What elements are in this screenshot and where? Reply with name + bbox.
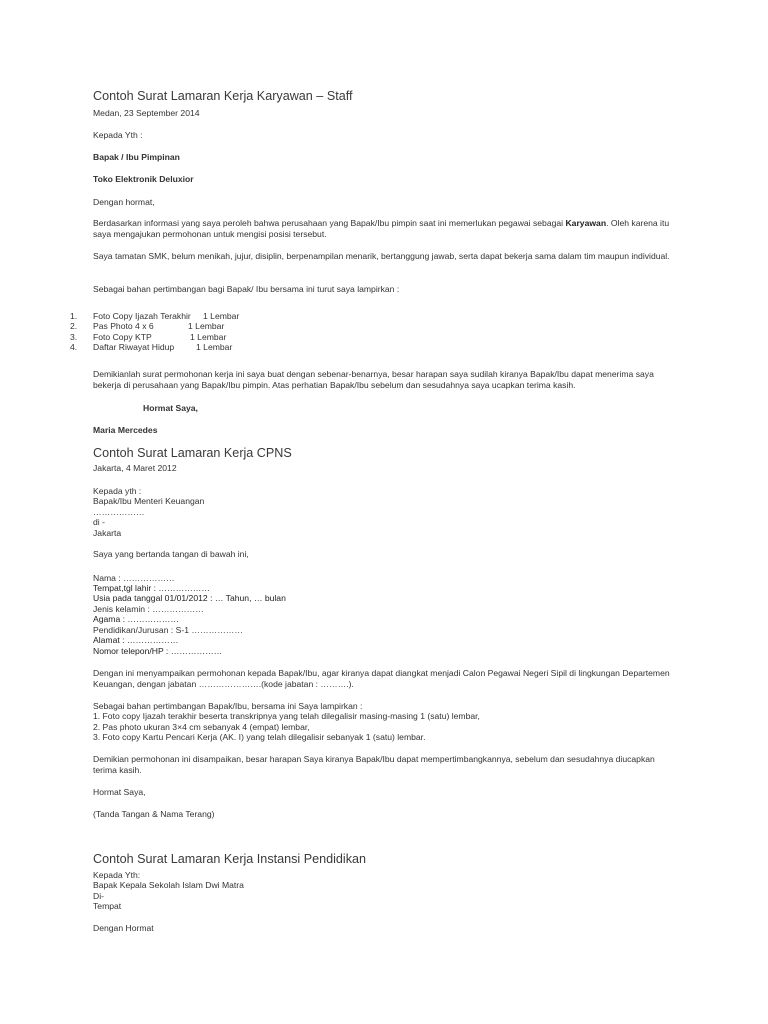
letter1-position-bold: Karyawan xyxy=(565,218,607,228)
letter3-place: Tempat xyxy=(93,901,122,911)
letter2-intro: Saya yang bertanda tangan di bawah ini, xyxy=(93,549,249,559)
attachment-item xyxy=(93,321,225,332)
letter2-dots: ……………… xyxy=(93,507,145,517)
attachment-number: 4. xyxy=(70,342,78,352)
letter1-paragraph-1 xyxy=(93,218,673,239)
letter1-greeting: Dengan hormat, xyxy=(93,197,155,207)
letter1-paragraph-3: Sebagai bahan pertimbangan bagi Bapak/ Ibu bersama ini turut saya lampirkan : xyxy=(93,284,400,294)
letter1-closing: Hormat Saya, xyxy=(143,403,198,413)
form-field: Nomor telepon/HP : ……………… xyxy=(93,646,223,656)
form-field: Tempat,tgl lahir : ……………… xyxy=(93,583,210,593)
letter1-title: Contoh Surat Lamaran Kerja Karyawan – Staff xyxy=(93,89,353,103)
letter2-date: Jakarta, 4 Maret 2012 xyxy=(93,463,177,473)
letter2-city: Jakarta xyxy=(93,528,122,538)
attachment-label: Daftar Riwayat Hidup xyxy=(93,342,175,352)
letter2-signature: (Tanda Tangan & Nama Terang) xyxy=(93,809,215,819)
letter1-paragraph-1-end: . Oleh karena itu saya mengajukan permohonan untuk mengisi posisi tersebut. xyxy=(93,218,670,239)
attachment-label: Foto Copy KTP xyxy=(93,332,152,342)
letter1-paragraph-4: Demikianlah surat permohonan kerja ini saya buat dengan sebenar-benarnya, besar harapan saya sudilah kiranya Bapak/Ibu dapat menerima saya bekerja di perusahaan yang Bapak/Ibu pimpin. Atas perhatian Bapak/Ibu sebelum dan sesudahnya saya ucapkan terima kasih. xyxy=(93,369,654,390)
attachment-number: 2. xyxy=(70,321,78,331)
letter1-paragraph-2: Saya tamatan SMK, belum menikah, jujur, disiplin, berpenampilan menarik, bertanggung jawab, serta dapat bekerja sama dalam tim maupun individual. xyxy=(93,251,670,261)
letter2-paragraph-3: Demikian permohonan ini disampaikan, besar harapan Saya kiranya Bapak/Ibu dapat mempertimbangkannya, sebelum dan sesudahnya diucapkan terima kasih. xyxy=(93,754,655,775)
letter2-attachment-item: 1. Foto copy Ijazah terakhir beserta transkripnya yang telah dilegalisir masing-masing 1 (satu) lembar, xyxy=(93,711,480,721)
letter2-closing: Hormat Saya, xyxy=(93,787,146,797)
letter2-recipient: Bapak/Ibu Menteri Keuangan xyxy=(93,496,205,506)
form-field: Usia pada tanggal 01/01/2012 : … Tahun, … bulan xyxy=(93,593,286,603)
letter2-attachment-item: 3. Foto copy Kartu Pencari Kerja (AK. I) yang telah dilegalisir sebanyak 1 (satu) lembar. xyxy=(93,732,426,742)
attachment-item xyxy=(93,311,240,322)
attachment-number: 3. xyxy=(70,332,78,342)
attachment-label: Pas Photo 4 x 6 xyxy=(93,321,154,331)
attachment-qty: 1 Lembar xyxy=(196,342,233,352)
letter2-paragraph-1: Dengan ini menyampaikan permohonan kepada Bapak/Ibu, agar kiranya dapat diangkat menjadi Calon Pegawai Negeri Sipil di lingkungan Departemen Keuangan, dengan jabatan ………………….(kode jabatan : ……….). xyxy=(93,668,670,689)
letter3-greeting: Dengan Hormat xyxy=(93,923,154,933)
letter1-signature: Maria Mercedes xyxy=(93,425,158,435)
attachment-qty: 1 Lembar xyxy=(190,332,227,342)
attachment-number: 1. xyxy=(70,311,78,321)
attachment-label: Foto Copy Ijazah Terakhir xyxy=(93,311,191,321)
form-field: Agama : ……………… xyxy=(93,614,179,624)
attachment-item xyxy=(93,342,233,353)
letter1-to: Kepada Yth : xyxy=(93,130,143,140)
form-field: Pendidikan/Jurusan : S-1 ……………… xyxy=(93,625,243,635)
letter2-di: di - xyxy=(93,517,105,527)
letter2-attachment-item: 2. Pas photo ukuran 3×4 cm sebanyak 4 (empat) lembar, xyxy=(93,722,310,732)
letter1-recipient: Bapak / Ibu Pimpinan xyxy=(93,152,180,162)
letter3-title: Contoh Surat Lamaran Kerja Instansi Pendidikan xyxy=(93,852,367,866)
letter3-di: Di- xyxy=(93,891,104,901)
letter3-to: Kepada Yth: xyxy=(93,870,141,880)
letter2-title: Contoh Surat Lamaran Kerja CPNS xyxy=(93,446,292,460)
letter1-date: Medan, 23 September 2014 xyxy=(93,108,200,118)
letter1-company: Toko Elektronik Deluxior xyxy=(93,174,194,184)
form-field: Jenis kelamin : ……………… xyxy=(93,604,204,614)
form-field: Alamat : ……………… xyxy=(93,635,179,645)
attachment-qty: 1 Lembar xyxy=(203,311,240,321)
form-field: Nama : ……………… xyxy=(93,573,175,583)
letter3-recipient: Bapak Kepala Sekolah Islam Dwi Matra xyxy=(93,880,244,890)
attachment-qty: 1 Lembar xyxy=(188,321,225,331)
attachment-item xyxy=(93,332,227,343)
letter2-to: Kepada yth : xyxy=(93,486,142,496)
letter1-paragraph-1-text: Berdasarkan informasi yang saya peroleh bahwa perusahaan yang Bapak/Ibu pimpin saat ini memerlukan pegawai sebagai xyxy=(93,218,566,228)
letter2-attachments-intro: Sebagai bahan pertimbangan Bapak/Ibu, bersama ini Saya lampirkan : xyxy=(93,701,363,711)
